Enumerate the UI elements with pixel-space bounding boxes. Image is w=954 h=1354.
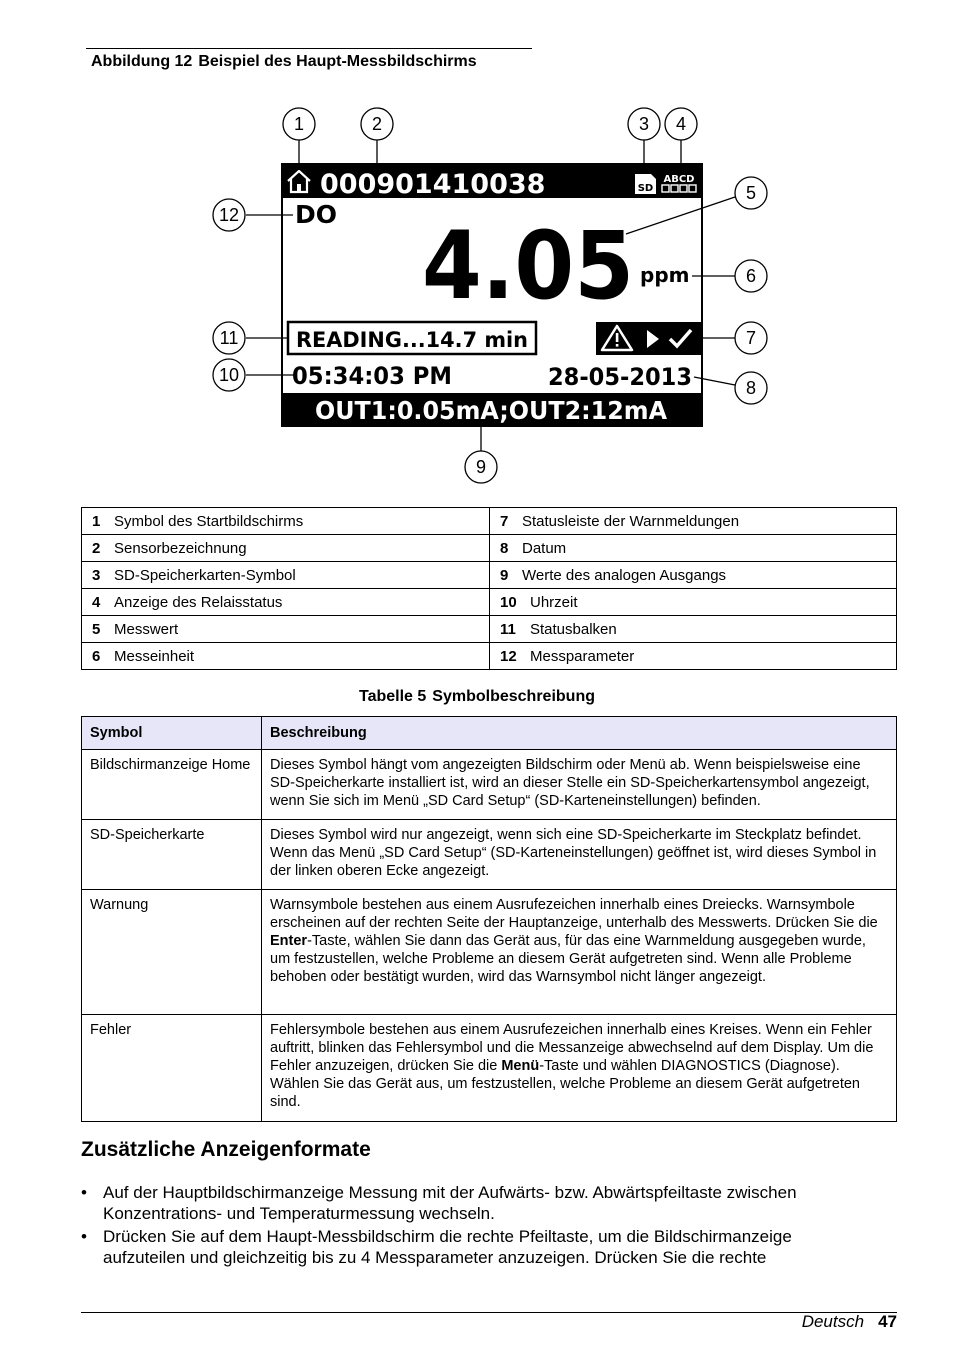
table-caption bbox=[0, 688, 954, 706]
sd-card-icon bbox=[635, 174, 656, 194]
analog-output-values: OUT1:0.05mA;OUT2:12mA bbox=[315, 396, 668, 425]
description-text: Warnsymbole bestehen aus einem Ausrufezeichen innerhalb eines Dreiecks. Warnsymbole erscheinen auf der rechten Seite der Hauptanzeige, unterhalb des Messwerts. Drücken Sie die bbox=[270, 897, 878, 931]
description-text: Dieses Symbol hängt vom angezeigten Bildschirm oder Menü ab. Wenn beispielsweise eine SD-Speicherkarte installiert ist, wird an dieser Stelle ein SD-Speicherkartensymbol angezeigt, wenn Sie sich im Menü „SD Card Setup“ (SD-Karteneinstellungen) befinden. bbox=[270, 757, 870, 809]
table-header-row bbox=[82, 717, 897, 750]
legend-number: 2 bbox=[92, 539, 101, 557]
svg-text:1: 1 bbox=[293, 114, 305, 134]
legend-number: 4 bbox=[92, 593, 101, 611]
symbol-cell: Bildschirmanzeige Home bbox=[82, 750, 262, 820]
legend-label: Statusleiste der Warnmeldungen bbox=[522, 512, 740, 530]
legend-number: 8 bbox=[500, 539, 509, 557]
measurement-parameter: DO bbox=[295, 200, 338, 229]
legend-label: Datum bbox=[522, 539, 567, 557]
table-row bbox=[82, 1015, 897, 1122]
clock-time: 05:34:03 PM bbox=[292, 362, 452, 390]
legend-cell bbox=[490, 589, 897, 616]
page-number: 47 bbox=[878, 1312, 897, 1331]
symbol-cell: Warnung bbox=[82, 890, 262, 1015]
legend-row bbox=[82, 562, 897, 589]
legend-row bbox=[82, 589, 897, 616]
svg-text:5: 5 bbox=[745, 183, 757, 203]
description-text: -Taste, wählen Sie dann das Gerät aus, für das eine Warnmeldung ausgegeben wurde, um festzustellen, welche Probleme an diesem Gerät aufgetreten sind. Wenn alle Probleme behoben oder bestätigt wurden, wird das Warnsymbol nicht länger angezeigt. bbox=[270, 933, 866, 985]
legend-cell bbox=[82, 508, 490, 535]
legend-label: Uhrzeit bbox=[530, 593, 578, 611]
legend-label: Statusbalken bbox=[530, 620, 617, 638]
column-header-symbol: Symbol bbox=[82, 717, 262, 750]
svg-text:11: 11 bbox=[219, 328, 239, 348]
legend-cell bbox=[82, 535, 490, 562]
key-name: Enter bbox=[270, 933, 308, 949]
bullet-marker: • bbox=[81, 1227, 87, 1246]
legend-label: SD-Speicherkarten-Symbol bbox=[114, 566, 296, 584]
callout-11 bbox=[213, 322, 245, 354]
description-cell bbox=[262, 890, 897, 1015]
legend-label: Anzeige des Relaisstatus bbox=[114, 593, 283, 611]
relay-status-label: ABCD bbox=[663, 174, 695, 185]
legend-cell bbox=[490, 508, 897, 535]
sd-card-label: SD bbox=[637, 183, 654, 194]
footer-language: Deutsch bbox=[801, 1312, 865, 1331]
callout-6 bbox=[735, 260, 767, 292]
callout-4 bbox=[665, 108, 697, 140]
legend-cell bbox=[490, 616, 897, 643]
svg-text:9: 9 bbox=[475, 457, 487, 477]
measurement-unit: ppm bbox=[640, 263, 690, 287]
date-display: 28-05-2013 bbox=[548, 363, 692, 391]
svg-text:2: 2 bbox=[371, 114, 383, 134]
legend-number: 11 bbox=[500, 620, 516, 638]
bullet-item bbox=[81, 1182, 871, 1224]
svg-text:4: 4 bbox=[675, 114, 687, 134]
callout-1 bbox=[283, 108, 315, 140]
legend-number: 3 bbox=[92, 566, 101, 584]
bullet-text: Drücken Sie auf dem Haupt-Messbildschirm die rechte Pfeiltaste, um die Bildschirmanzeige aufzuteilen und gleichzeitig bis zu 4 Messparameter anzuzeigen. Drücken Sie die rechte bbox=[103, 1227, 792, 1267]
legend-number: 5 bbox=[92, 620, 101, 638]
legend-number: 12 bbox=[500, 647, 517, 665]
legend-label: Sensorbezeichnung bbox=[114, 539, 247, 557]
svg-text:3: 3 bbox=[638, 114, 650, 134]
legend-number: 10 bbox=[500, 593, 517, 611]
footer-rule bbox=[81, 1312, 897, 1313]
table-row bbox=[82, 820, 897, 890]
description-cell bbox=[262, 750, 897, 820]
key-name: Menü bbox=[501, 1058, 540, 1074]
display-figure bbox=[198, 100, 778, 490]
status-bar-text: READING...14.7 min bbox=[296, 328, 528, 352]
legend-row bbox=[82, 616, 897, 643]
legend-number: 7 bbox=[500, 512, 509, 530]
figure-caption-label: Abbildung 12 bbox=[91, 53, 193, 70]
bullet-item bbox=[81, 1226, 871, 1268]
description-text: Fehlersymbole bestehen aus einem Ausrufezeichen innerhalb eines Kreises. Wenn ein Fehler auftritt, blinken das Fehlersymbol und die Messanzeige abwechselnd auf dem Display. Um die Fehler anzuzeigen, drücken Sie die bbox=[270, 1022, 874, 1074]
legend-number: 9 bbox=[500, 566, 509, 584]
legend-cell bbox=[82, 643, 490, 670]
svg-text:8: 8 bbox=[745, 378, 757, 398]
svg-text:12: 12 bbox=[218, 205, 240, 225]
description-cell bbox=[262, 820, 897, 890]
callout-8 bbox=[735, 372, 767, 404]
page-footer bbox=[802, 1312, 897, 1332]
legend-label: Messparameter bbox=[530, 647, 635, 665]
figure-caption bbox=[86, 48, 532, 71]
callout-3 bbox=[628, 108, 660, 140]
svg-text:6: 6 bbox=[745, 266, 757, 286]
bullet-marker: • bbox=[81, 1183, 87, 1202]
section-heading: Zusätzliche Anzeigenformate bbox=[81, 1138, 371, 1161]
callout-2 bbox=[361, 108, 393, 140]
table-row bbox=[82, 890, 897, 1015]
column-header-description: Beschreibung bbox=[262, 717, 897, 750]
legend-cell bbox=[490, 643, 897, 670]
table-caption-label: Tabelle 5 bbox=[359, 688, 427, 705]
legend-cell bbox=[490, 535, 897, 562]
callout-9 bbox=[465, 451, 497, 483]
figure-caption-title: Beispiel des Haupt-Messbildschirms bbox=[198, 53, 477, 70]
symbol-cell: Fehler bbox=[82, 1015, 262, 1122]
description-text: -Taste und wählen DIAGNOSTICS (Diagnose). Wählen Sie das Gerät aus, um festzustellen, welche Probleme an diesem Gerät aufgetreten sind. bbox=[270, 1058, 860, 1110]
legend-row bbox=[82, 535, 897, 562]
figure-legend-table bbox=[81, 507, 897, 670]
legend-label: Symbol des Startbildschirms bbox=[114, 512, 304, 530]
legend-cell bbox=[82, 589, 490, 616]
legend-cell bbox=[490, 562, 897, 589]
symbol-cell: SD-Speicherkarte bbox=[82, 820, 262, 890]
legend-number: 1 bbox=[92, 512, 101, 530]
legend-row bbox=[82, 508, 897, 535]
description-text: Dieses Symbol wird nur angezeigt, wenn sich eine SD-Speicherkarte im Steckplatz befindet. Wenn das Menü „SD Card Setup“ (SD-Karteneinstellungen) geöffnet ist, wird dieses Symbol in der linken oberen Ecke angezeigt. bbox=[270, 827, 877, 879]
legend-label: Messeinheit bbox=[114, 647, 195, 665]
legend-row bbox=[82, 643, 897, 670]
description-cell bbox=[262, 1015, 897, 1122]
callout-10 bbox=[213, 359, 245, 391]
table-caption-title: Symbolbeschreibung bbox=[432, 688, 595, 705]
legend-label: Werte des analogen Ausgangs bbox=[522, 566, 727, 584]
bullet-text: Auf der Hauptbildschirmanzeige Messung mit der Aufwärts- bzw. Abwärtspfeiltaste zwischen Konzentrations- und Temperaturmessung wechseln. bbox=[103, 1183, 797, 1223]
callout-7 bbox=[735, 322, 767, 354]
measurement-value: 4.05 bbox=[422, 212, 634, 321]
serial-number: 000901410038 bbox=[320, 169, 546, 200]
legend-number: 6 bbox=[92, 647, 101, 665]
callout-12 bbox=[213, 199, 245, 231]
legend-cell bbox=[82, 562, 490, 589]
table-row bbox=[82, 750, 897, 820]
callout-5 bbox=[735, 177, 767, 209]
svg-text:7: 7 bbox=[745, 328, 757, 348]
symbol-description-table bbox=[81, 716, 897, 1122]
legend-label: Messwert bbox=[114, 620, 179, 638]
legend-cell bbox=[82, 616, 490, 643]
svg-text:10: 10 bbox=[218, 365, 240, 385]
